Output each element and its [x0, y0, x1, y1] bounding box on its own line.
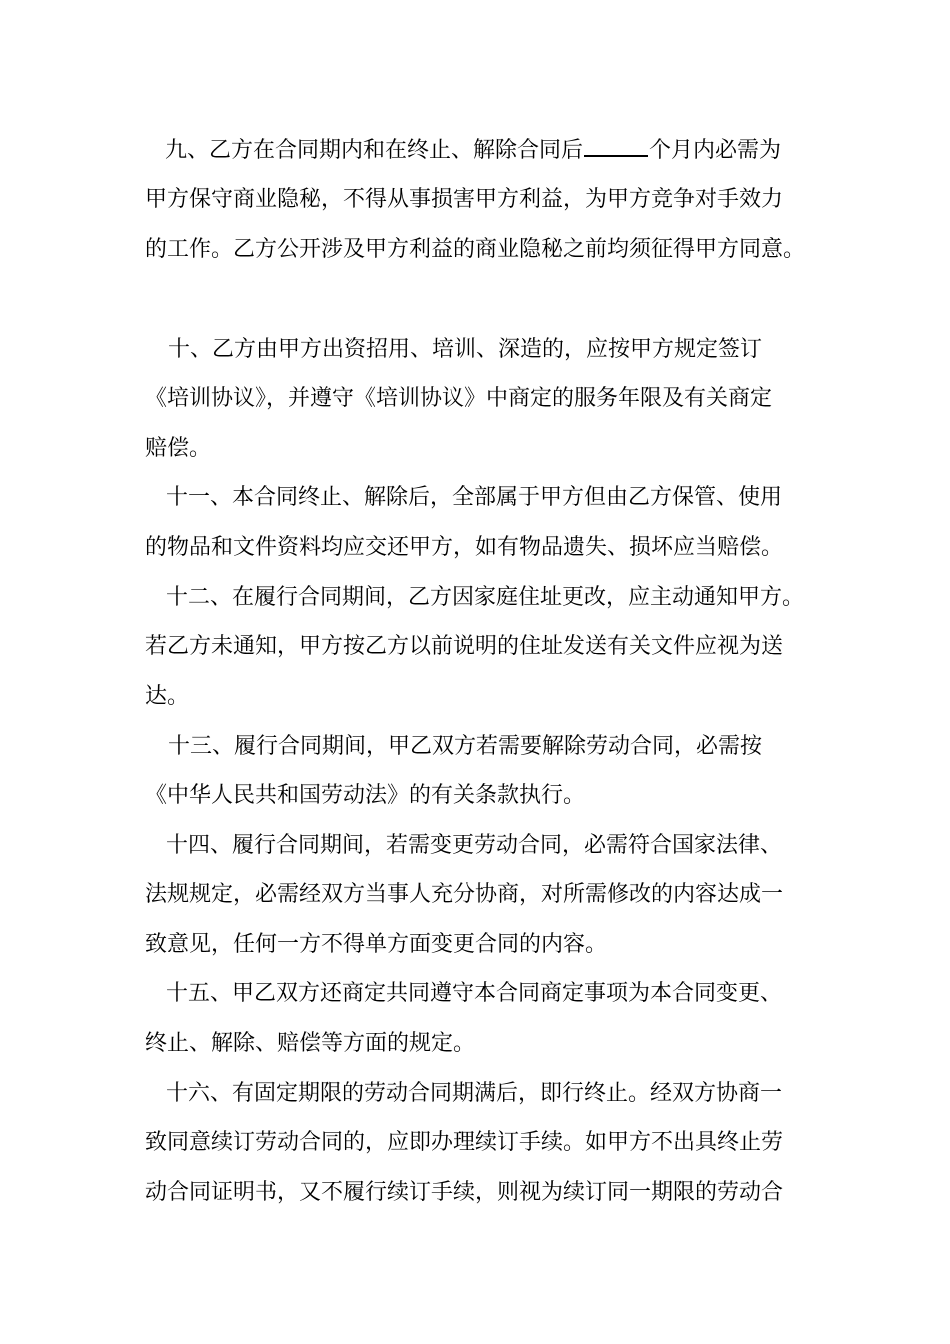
clause-13-line-2: 《中华人民共和国劳动法》的有关条款执行。	[145, 783, 586, 808]
clause-10-line-1: 十、乙方由甲方出资招用、培训、深造的，应按甲方规定签订	[168, 337, 763, 362]
clause-14-line-2: 法规规定，必需经双方当事人充分协商，对所需修改的内容达成一	[145, 882, 784, 907]
clause-12-line-2: 若乙方未通知，甲方按乙方以前说明的住址发送有关文件应视为送	[145, 634, 784, 659]
clause-10-line-2: 《培训协议》，并遵守《培训协议》中商定的服务年限及有关商定	[145, 386, 773, 411]
clause-10-line-3: 赔偿。	[145, 436, 212, 461]
clause-14-line-1: 十四、履行合同期间，若需变更劳动合同，必需符合国家法律、	[166, 833, 783, 858]
clause-15-line-2: 终止、解除、赔偿等方面的规定。	[145, 1031, 476, 1056]
clause-9-line-3: 的工作。乙方公开涉及甲方利益的商业隐秘之前均须征得甲方同意。	[145, 237, 806, 262]
clause-12-line-1: 十二、在履行合同期间，乙方因家庭住址更改，应主动通知甲方。	[166, 585, 805, 610]
fill-in-blank[interactable]	[584, 135, 648, 157]
clause-12-line-3: 达。	[145, 684, 190, 709]
clause-11-line-2: 的物品和文件资料均应交还甲方，如有物品遗失、损坏应当赔偿。	[145, 535, 784, 560]
clause-9-text-before-blank: 九、乙方在合同期内和在终止、解除合同后	[165, 138, 584, 163]
clause-14-line-3: 致意见，任何一方不得单方面变更合同的内容。	[145, 932, 608, 957]
clause-9-line-1	[165, 134, 845, 168]
clause-13-line-1: 十三、履行合同期间，甲乙双方若需要解除劳动合同，必需按	[168, 734, 763, 759]
clause-15-line-1: 十五、甲乙双方还商定共同遵守本合同商定事项为本合同变更、	[166, 981, 783, 1006]
clause-9-text-after-blank: 个月内必需为	[649, 138, 782, 163]
clause-16-line-1: 十六、有固定期限的劳动合同期满后，即行终止。经双方协商一	[166, 1081, 783, 1106]
clause-16-line-3: 动合同证明书，又不履行续订手续，则视为续订同一期限的劳动合	[145, 1180, 784, 1205]
clause-11-line-1: 十一、本合同终止、解除后，全部属于甲方但由乙方保管、使用	[166, 485, 783, 510]
clause-16-line-2: 致同意续订劳动合同的，应即办理续订手续。如甲方不出具终止劳	[145, 1130, 784, 1155]
clause-9-line-2: 甲方保守商业隐秘，不得从事损害甲方利益，为甲方竞争对手效力	[145, 187, 784, 212]
